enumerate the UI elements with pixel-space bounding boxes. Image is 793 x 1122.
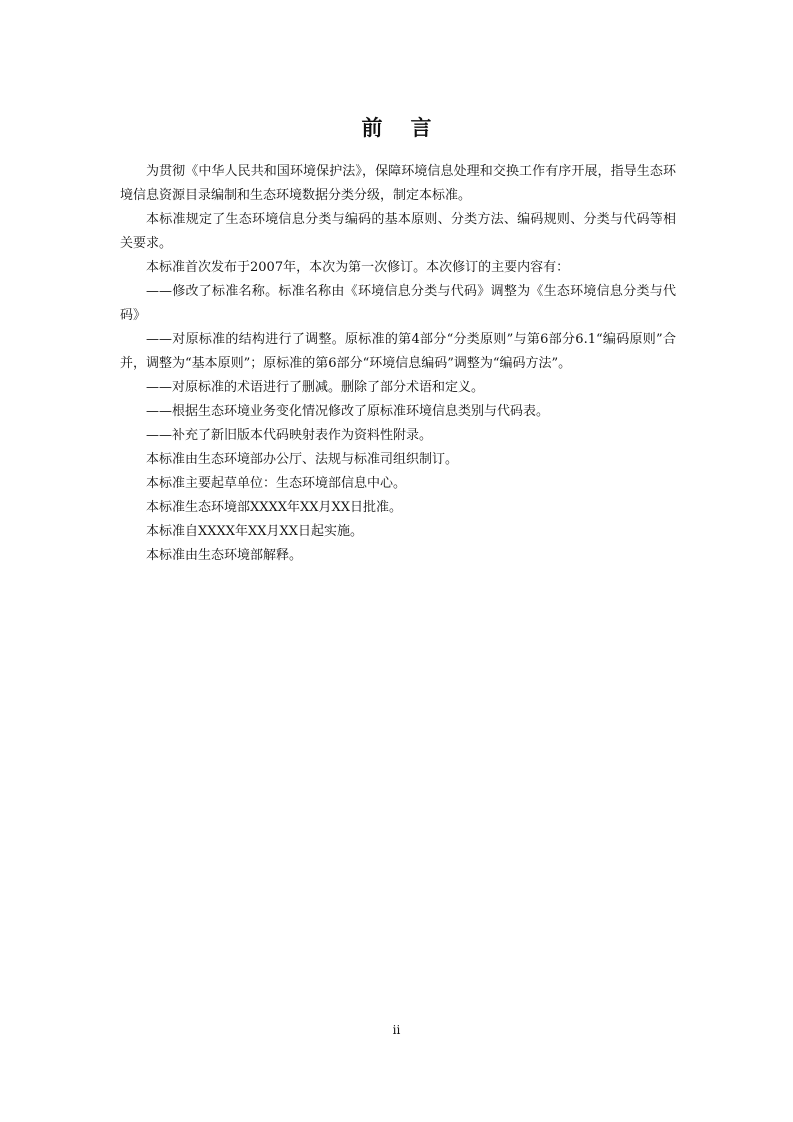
paragraph-revision-history: 本标准首次发布于2007年，本次为第一次修订。本次修订的主要内容有： — [146, 260, 570, 275]
paragraph-effective-date: 本标准自XXXX年XX月XX日起实施。 — [146, 524, 364, 539]
paragraph-interpretation: 本标准由生态环境部解释。 — [146, 548, 303, 563]
page-number: ii — [392, 1023, 401, 1037]
paragraph-change-title: ——修改了标准名称。标准名称由《环境信息分类与代码》调整为《生态环境信息分类与代码》 — [120, 284, 676, 323]
paragraph-change-code-table: ——根据生态环境业务变化情况修改了原标准环境信息类别与代码表。 — [146, 404, 550, 419]
paragraph-approval-date: 本标准生态环境部XXXX年XX月XX日批准。 — [146, 500, 403, 515]
paragraph-purpose: 为贯彻《中华人民共和国环境保护法》，保障环境信息处理和交换工作有序开展，指导生态环境信息资源目录编制和生态环境数据分类分级，制定本标准。 — [120, 164, 676, 203]
paragraph-drafting-unit: 本标准主要起草单位：生态环境部信息中心。 — [146, 476, 407, 491]
foreword-body — [120, 160, 676, 568]
paragraph-organizer: 本标准由生态环境部办公厅、法规与标准司组织制订。 — [146, 452, 459, 467]
page-title: 前言 — [361, 116, 460, 140]
paragraph-scope: 本标准规定了生态环境信息分类与编码的基本原则、分类方法、编码规则、分类与代码等相关要求。 — [120, 212, 676, 251]
paragraph-change-appendix: ——补充了新旧版本代码映射表作为资料性附录。 — [146, 428, 433, 443]
paragraph-change-structure: ——对原标准的结构进行了调整。原标准的第4部分“分类原则”与第6部分6.1“编码原则”合并，调整为“基本原则”；原标准的第6部分“环境信息编码”调整为“编码方法”。 — [120, 332, 676, 371]
paragraph-change-terms: ——对原标准的术语进行了删减。删除了部分术语和定义。 — [146, 380, 485, 395]
